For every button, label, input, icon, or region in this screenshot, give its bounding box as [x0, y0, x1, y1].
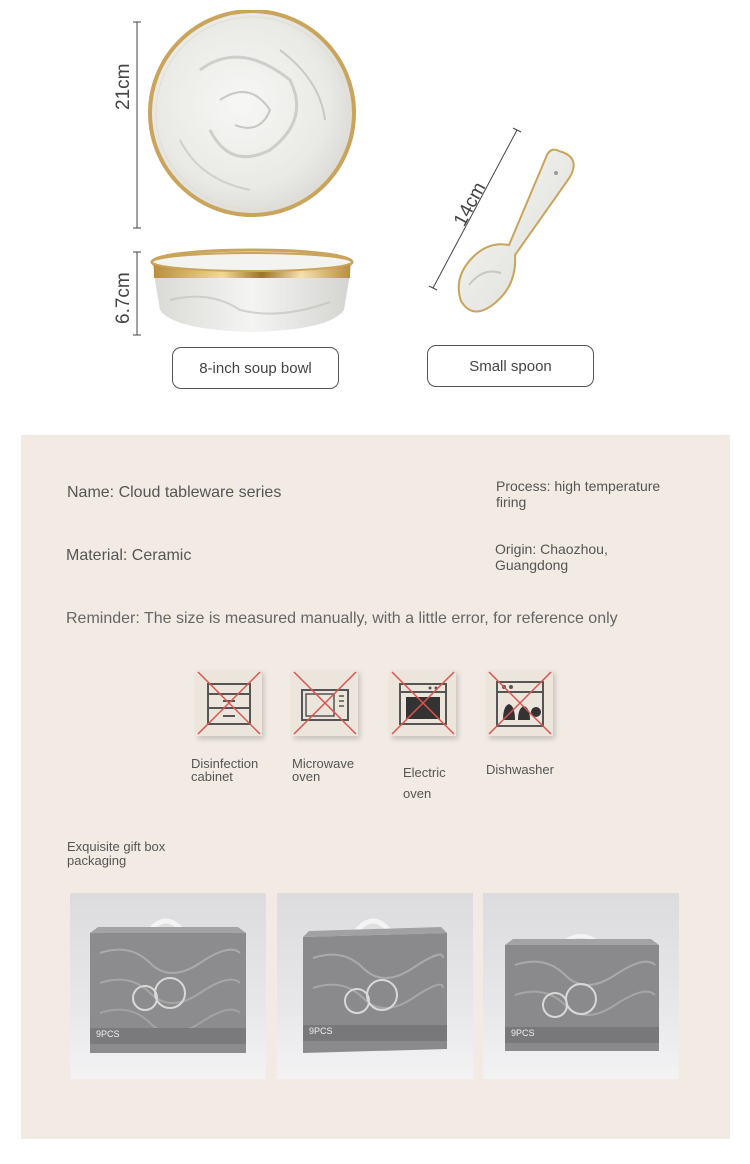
warning-label: Disinfection cabinet — [191, 756, 259, 784]
warning-label: Dishwasher — [486, 762, 554, 777]
spoon-name-tag: Small spoon — [427, 345, 594, 387]
product-process: Process: high temperature firing — [496, 478, 661, 510]
product-material: Material: Ceramic — [66, 547, 192, 564]
dishwasher-icon — [487, 670, 553, 736]
gift-box-photo — [483, 893, 679, 1079]
gift-box-photo — [70, 893, 266, 1079]
size-reminder: Reminder: The size is measured manually, with a little error, for reference only — [66, 610, 618, 627]
disinfection-cabinet-icon — [196, 670, 262, 736]
spoon-illustration — [425, 125, 595, 325]
gift-box-photo — [277, 893, 473, 1079]
box-text: 9PCS — [96, 1029, 120, 1039]
microwave-icon — [292, 670, 358, 736]
gift-box-title: Exquisite gift box packaging — [67, 839, 166, 868]
bowl-height-label: 6.7cm — [113, 272, 134, 324]
box-text: 9PCS — [309, 1026, 333, 1036]
box-text: 9PCS — [511, 1028, 535, 1038]
bowl-diameter-label: 21cm — [113, 63, 134, 110]
warning-label: Microwave oven — [292, 756, 355, 784]
bowl-name-tag: 8-inch soup bowl — [172, 347, 339, 389]
spoon-length-label: 14cm — [450, 178, 491, 230]
bowl-illustration — [130, 10, 370, 350]
warning-label: Electric oven — [403, 765, 446, 801]
electric-oven-icon — [390, 670, 456, 736]
product-name: Name: Cloud tableware series — [67, 484, 282, 501]
product-origin: Origin: Chaozhou, Guangdong — [495, 541, 608, 573]
